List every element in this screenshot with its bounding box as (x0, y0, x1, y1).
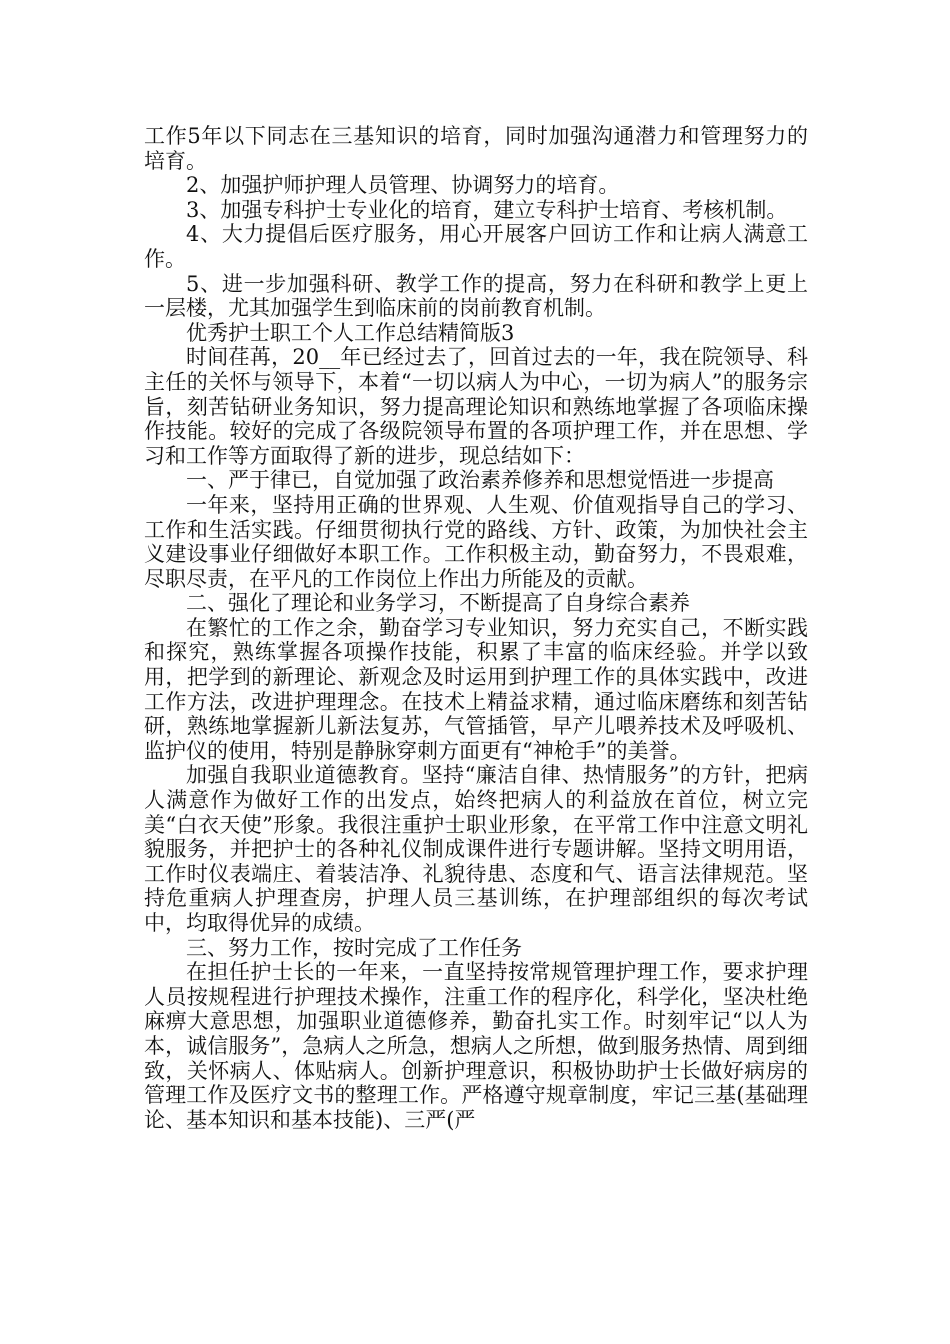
section-title: 优秀护士职工个人工作总结精简版3 (186, 320, 515, 345)
paragraph-three: 在担任护士长的一年来，一直坚持按常规管理护理工作，要求护理人员按规程进行护理技术操作，注重工作的程序化，科学化，坚决杜绝麻痹大意思想，加强职业道德修养，勤奋扎实工作。时刻牢记“以人为本，诚信服务”，急病人之所急，想病人之所想，做到服务热情、周到细致，关怀病人、体贴病人。创新护理意识，积极协助护士长做好病房的管理工作及医疗文书的整理工作。严格遵守规章制度，牢记三基(基础理论、基本知识和基本技能)、三严(严 (144, 960, 808, 1132)
document-body (144, 124, 808, 1132)
paragraph-continuation: 工作5年以下同志在三基知识的培育，同时加强沟通潜力和管理努力的培育。 (144, 124, 808, 173)
heading-three: 三、努力工作，按时完成了工作任务 (186, 935, 522, 960)
paragraph-two-a: 在繁忙的工作之余，勤奋学习专业知识，努力充实自己，不断实践和探究，熟练掌握各项操作技能，积累了丰富的临床经验。并学以致用，把学到的新理论、新观念及时运用到护理工作的具体实践中，改进工作方法，改进护理理念。在技术上精益求精，通过临床磨练和刻苦钻研，熟练地掌握新儿新法复苏，气管插管，早产儿喂养技术及呼吸机、监护仪的使用，特别是静脉穿刺方面更有“神枪手”的美誉。 (144, 615, 808, 763)
paragraph-one: 一年来，坚持用正确的世界观、人生观、价值观指导自己的学习、工作和生活实践。仔细贯彻执行党的路线、方针、政策，为加快社会主义建设事业仔细做好本职工作。工作积极主动，勤奋努力，不畏艰难，尽职尽责，在平凡的工作岗位上作出力所能及的贡献。 (144, 492, 808, 591)
paragraph-item-5: 5、进一步加强科研、教学工作的提高，努力在科研和教学上更上一层楼，尤其加强学生到临床前的岗前教育机制。 (144, 271, 808, 321)
heading-two: 二、强化了理论和业务学习，不断提高了自身综合素养 (186, 591, 690, 616)
paragraph-intro: 时间荏苒，20__年已经过去了，回首过去的一年，我在院领导、科主任的关怀与领导下，本着“一切以病人为中心，一切为病人”的服务宗旨，刻苦钻研业务知识，努力提高理论知识和熟练地掌握了各项临床操作技能。较好的完成了各级院领导布置的各项护理工作，并在思想、学习和工作等方面取得了新的进步，现总结如下： (144, 345, 808, 468)
paragraph-item-3: 3、加强专科护士专业化的培育，建立专科护士培育、考核机制。 (186, 197, 788, 222)
paragraph-item-2: 2、加强护师护理人员管理、协调努力的培育。 (186, 173, 620, 198)
paragraph-item-4: 4、大力提倡后医疗服务，用心开展客户回访工作和让病人满意工作。 (144, 222, 808, 271)
heading-one: 一、严于律已，自觉加强了政治素养修养和思想觉悟进一步提高 (186, 468, 774, 493)
paragraph-two-b: 加强自我职业道德教育。坚持“廉洁自律、热情服务”的方针，把病人满意作为做好工作的出发点，始终把病人的利益放在首位，树立完美“白衣天使”形象。我很注重护士职业形象，在平常工作中注意文明礼貌服务，并把护士的各种礼仪制成课件进行专题讲解。坚持文明用语，工作时仪表端庄、着装洁净、礼貌待患、态度和气、语言法律规范。坚持危重病人护理查房，护理人员三基训练，在护理部组织的每次考试中，均取得优异的成绩。 (144, 763, 808, 935)
